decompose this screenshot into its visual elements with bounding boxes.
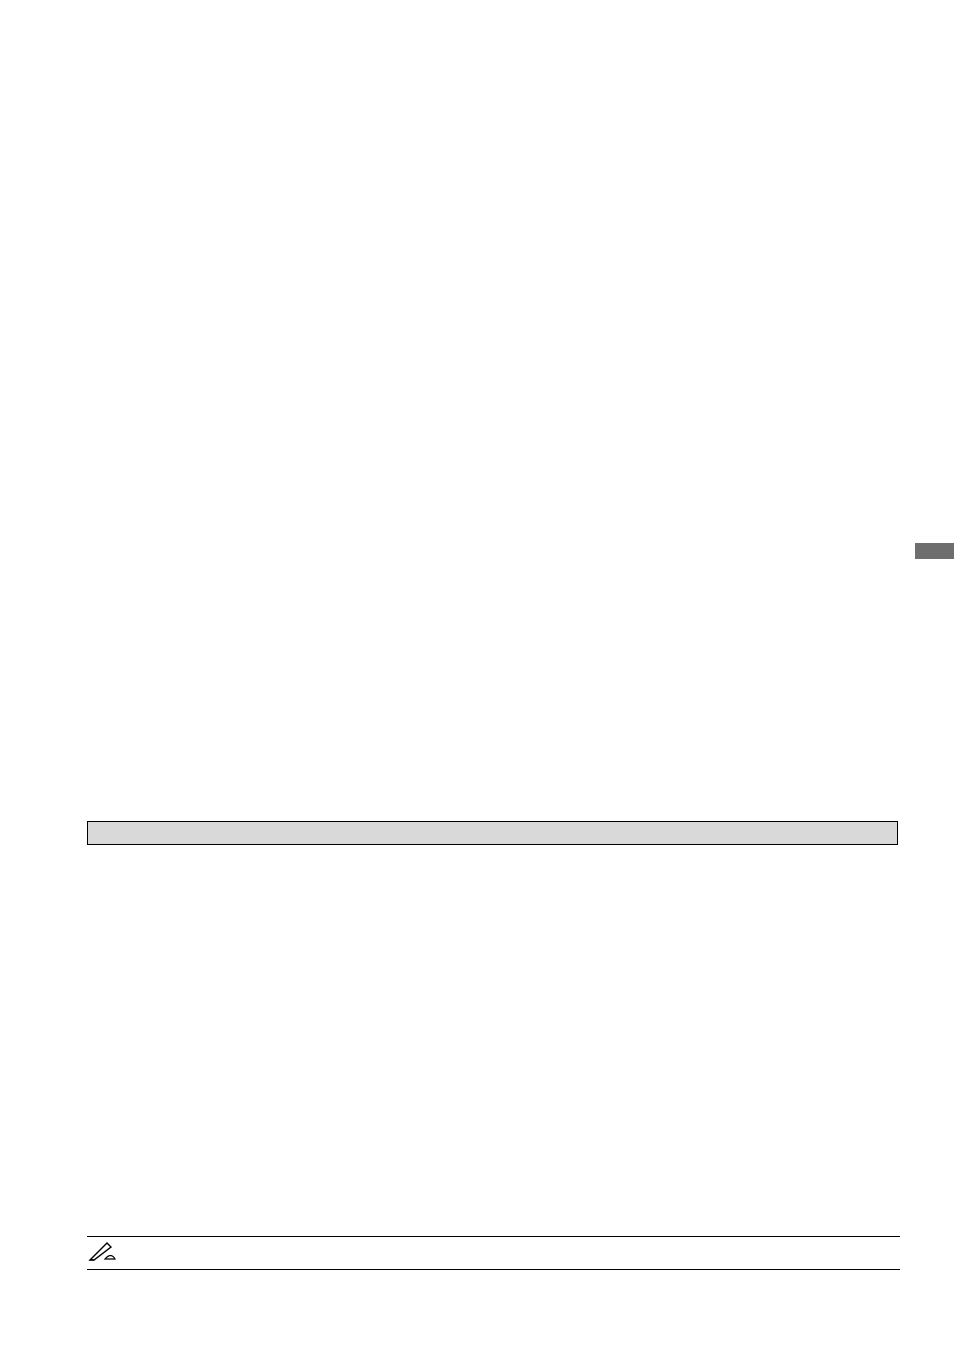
- pc-settings-banner: [87, 821, 898, 845]
- section-tab-marker: [915, 543, 954, 559]
- pencil-note-icon: [87, 1240, 117, 1262]
- bottom-note: [87, 1236, 900, 1270]
